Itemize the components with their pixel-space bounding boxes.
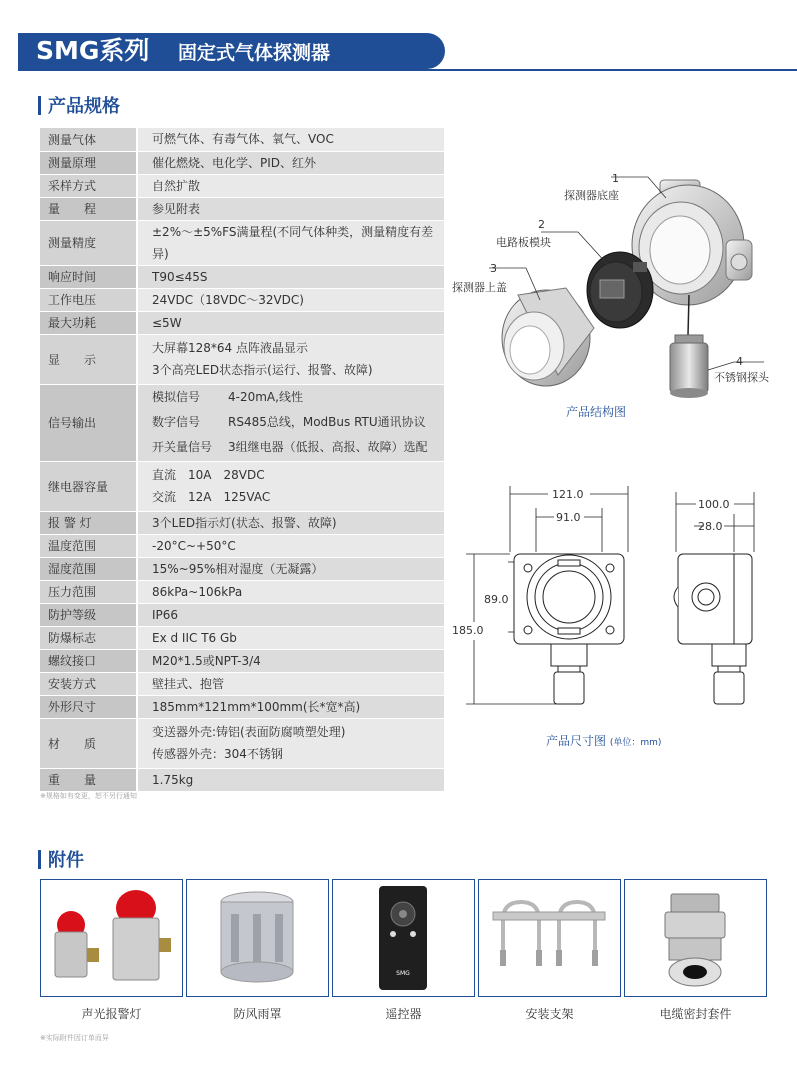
spec-key: 防护等级 xyxy=(40,603,137,626)
spec-value-line: 参见附表 xyxy=(152,201,201,216)
spec-row xyxy=(40,534,444,557)
spec-value-line: 1.75kg xyxy=(152,772,194,787)
spec-value xyxy=(137,384,444,461)
spec-row xyxy=(40,695,444,718)
spec-value-line: 传感器外壳：304不锈钢 xyxy=(152,747,283,761)
spec-value-line: -20°C~+50°C xyxy=(152,538,236,553)
spec-row xyxy=(40,334,444,384)
spec-row xyxy=(40,197,444,220)
spec-value xyxy=(137,649,444,672)
series-title: SMG系列 xyxy=(36,36,150,65)
spec-value-line: 催化燃烧、电化学、PID、红外 xyxy=(152,155,317,170)
spec-key: 报 警 灯 xyxy=(40,511,137,534)
mounting-bracket-icon xyxy=(479,880,619,995)
spec-value xyxy=(137,768,444,791)
accessory-name-rain-cover: 防风雨罩 xyxy=(233,1007,282,1021)
accessory-name-bracket: 安装支架 xyxy=(525,1007,574,1021)
dimension-drawing xyxy=(448,482,788,732)
signal-type: 模拟信号 xyxy=(152,390,201,404)
spec-value-line: IP66 xyxy=(152,607,179,622)
signal-type: 开关量信号 xyxy=(152,440,213,454)
spec-row xyxy=(40,511,444,534)
spec-row xyxy=(40,672,444,695)
spec-row xyxy=(40,603,444,626)
spec-value xyxy=(137,151,444,174)
spec-key: 量 程 xyxy=(40,197,137,220)
signal-value: 3组继电器（低报、高报、故障）选配 xyxy=(228,440,428,454)
spec-key: 温度范围 xyxy=(40,534,137,557)
spec-value-line: 变送器外壳:铸铝(表面防腐喷塑处理) xyxy=(152,725,346,739)
part-name-4: 不锈钢探头 xyxy=(714,371,769,384)
spec-row xyxy=(40,174,444,197)
accessory-card-alarm-light xyxy=(40,879,183,997)
spec-row xyxy=(40,580,444,603)
spec-value xyxy=(137,220,444,265)
base-housing-drawing xyxy=(632,180,752,335)
spec-value-line: 大屏幕128*64 点阵液晶显示 xyxy=(152,341,308,355)
spec-value-line: 15%~95%相对湿度（无凝露） xyxy=(152,561,324,576)
spec-key: 最大功耗 xyxy=(40,311,137,334)
front-view-drawing xyxy=(514,554,624,704)
spec-value-line: 直流 10A 28VDC xyxy=(152,468,265,482)
product-subtitle: 固定式气体探测器 xyxy=(178,42,331,64)
spec-table xyxy=(40,128,444,792)
section-marker xyxy=(38,850,41,869)
signal-value: RS485总线，ModBus RTU通讯协议 xyxy=(228,415,426,429)
dimension-caption-text: 产品尺寸图 xyxy=(546,734,607,748)
spec-key: 工作电压 xyxy=(40,288,137,311)
spec-value-line: 自然扩散 xyxy=(152,178,201,193)
dimension-diagram xyxy=(448,482,788,752)
spec-section-title: 产品规格 xyxy=(48,96,120,117)
spec-key: 测量原理 xyxy=(40,151,137,174)
spec-value xyxy=(137,511,444,534)
spec-row xyxy=(40,311,444,334)
spec-row xyxy=(40,461,444,511)
remote-control-icon xyxy=(333,880,473,995)
dim-depth-total: 100.0 xyxy=(698,498,730,511)
spec-key: 材 质 xyxy=(40,718,137,768)
rain-cover-icon xyxy=(187,880,327,995)
dim-width-inner: 91.0 xyxy=(556,511,581,524)
spec-value-line: 24VDC（18VDC～32VDC) xyxy=(152,292,304,307)
section-marker xyxy=(38,96,41,115)
spec-value-line: 185mm*121mm*100mm(长*宽*高) xyxy=(152,699,361,714)
accessories-section-header xyxy=(38,848,84,870)
spec-value xyxy=(137,334,444,384)
accessory-name-alarm-light: 声光报警灯 xyxy=(81,1007,142,1021)
dim-width-total: 121.0 xyxy=(552,488,584,501)
spec-note: ※规格如有变更，恕不另行通知 xyxy=(40,792,137,800)
spec-row xyxy=(40,557,444,580)
spec-value xyxy=(137,626,444,649)
dim-height-total: 185.0 xyxy=(452,624,484,637)
spec-key: 防爆标志 xyxy=(40,626,137,649)
structure-caption: 产品结构图 xyxy=(566,405,627,419)
spec-value xyxy=(137,461,444,511)
spec-row xyxy=(40,626,444,649)
spec-value-line: Ex d IIC T6 Gb xyxy=(152,630,237,645)
spec-value-line: 3个LED指示灯(状态、报警、故障) xyxy=(152,515,337,530)
spec-signal-pair xyxy=(152,410,444,435)
spec-value-line: 3个高亮LED状态指示(运行、报警、故障) xyxy=(152,363,373,377)
spec-value xyxy=(137,128,444,151)
spec-value xyxy=(137,534,444,557)
spec-value-line: 交流 12A 125VAC xyxy=(152,490,271,504)
spec-section-header xyxy=(38,94,120,116)
top-cover-drawing xyxy=(502,288,594,386)
part-num-2: 2 xyxy=(538,218,545,231)
dim-height-inner: 89.0 xyxy=(484,593,509,606)
accessory-name-remote: 遥控器 xyxy=(385,1007,422,1021)
spec-row xyxy=(40,220,444,265)
alarm-light-icon xyxy=(41,880,181,995)
steel-probe-drawing xyxy=(670,335,708,398)
spec-row xyxy=(40,128,444,151)
part-name-3: 探测器上盖 xyxy=(452,281,507,294)
spec-value-line: 可燃气体、有毒气体、氧气、VOC xyxy=(152,132,334,147)
spec-value xyxy=(137,603,444,626)
spec-value xyxy=(137,580,444,603)
dimension-unit: (单位：mm) xyxy=(609,738,662,748)
part-name-1: 探测器底座 xyxy=(564,189,619,202)
spec-value xyxy=(137,288,444,311)
signal-type: 数字信号 xyxy=(152,415,201,429)
side-view-drawing xyxy=(674,554,752,704)
spec-value xyxy=(137,672,444,695)
spec-key: 湿度范围 xyxy=(40,557,137,580)
part-num-1: 1 xyxy=(612,172,619,185)
spec-key: 测量气体 xyxy=(40,128,137,151)
spec-row xyxy=(40,768,444,791)
spec-key: 显 示 xyxy=(40,334,137,384)
structure-diagram xyxy=(448,160,788,425)
spec-key: 安装方式 xyxy=(40,672,137,695)
spec-value xyxy=(137,718,444,768)
signal-value: 4-20mA,线性 xyxy=(228,390,303,404)
spec-key: 响应时间 xyxy=(40,265,137,288)
spec-key: 外形尺寸 xyxy=(40,695,137,718)
part-name-2: 电路板模块 xyxy=(496,236,551,249)
spec-key: 信号输出 xyxy=(40,384,137,461)
accessories-note: ※实际附件因订单而异 xyxy=(40,1034,109,1042)
circuit-module-drawing xyxy=(587,252,653,328)
spec-value-line: 86kPa~106kPa xyxy=(152,584,243,599)
part-num-4: 4 xyxy=(736,355,743,368)
dimension-caption xyxy=(546,732,661,749)
dim-depth-part: 28.0 xyxy=(698,520,723,533)
spec-key: 采样方式 xyxy=(40,174,137,197)
spec-value-line: M20*1.5或NPT-3/4 xyxy=(152,653,261,668)
accessory-card-rain-cover xyxy=(186,879,329,997)
spec-value xyxy=(137,197,444,220)
spec-row xyxy=(40,288,444,311)
spec-value-line: ≤5W xyxy=(152,315,182,330)
spec-key: 测量精度 xyxy=(40,220,137,265)
part-num-3: 3 xyxy=(490,262,497,275)
spec-value xyxy=(137,174,444,197)
spec-row xyxy=(40,151,444,174)
spec-row xyxy=(40,649,444,672)
spec-key: 压力范围 xyxy=(40,580,137,603)
spec-value xyxy=(137,311,444,334)
spec-row xyxy=(40,384,444,461)
cable-gland-icon xyxy=(625,880,765,995)
spec-value xyxy=(137,557,444,580)
remote-brand: SMG xyxy=(396,970,410,977)
spec-signal-pair xyxy=(152,385,444,410)
accessory-card-remote xyxy=(332,879,475,997)
spec-value xyxy=(137,695,444,718)
header-divider xyxy=(18,69,797,71)
accessories-section-title: 附件 xyxy=(48,850,84,871)
spec-key: 重 量 xyxy=(40,768,137,791)
accessory-name-cable-gland: 电缆密封套件 xyxy=(659,1007,732,1021)
spec-row xyxy=(40,265,444,288)
spec-value-line: T90≤45S xyxy=(152,269,208,284)
spec-value-line: ±2%～±5%FS满量程(不同气体种类，测量精度有差异) xyxy=(152,224,434,261)
spec-value-line: 壁挂式、抱管 xyxy=(152,676,225,691)
spec-key: 螺纹接口 xyxy=(40,649,137,672)
spec-value xyxy=(137,265,444,288)
accessory-card-cable-gland xyxy=(624,879,767,997)
accessory-card-bracket xyxy=(478,879,621,997)
spec-key: 继电器容量 xyxy=(40,461,137,511)
spec-signal-pair xyxy=(152,435,444,460)
spec-row xyxy=(40,718,444,768)
